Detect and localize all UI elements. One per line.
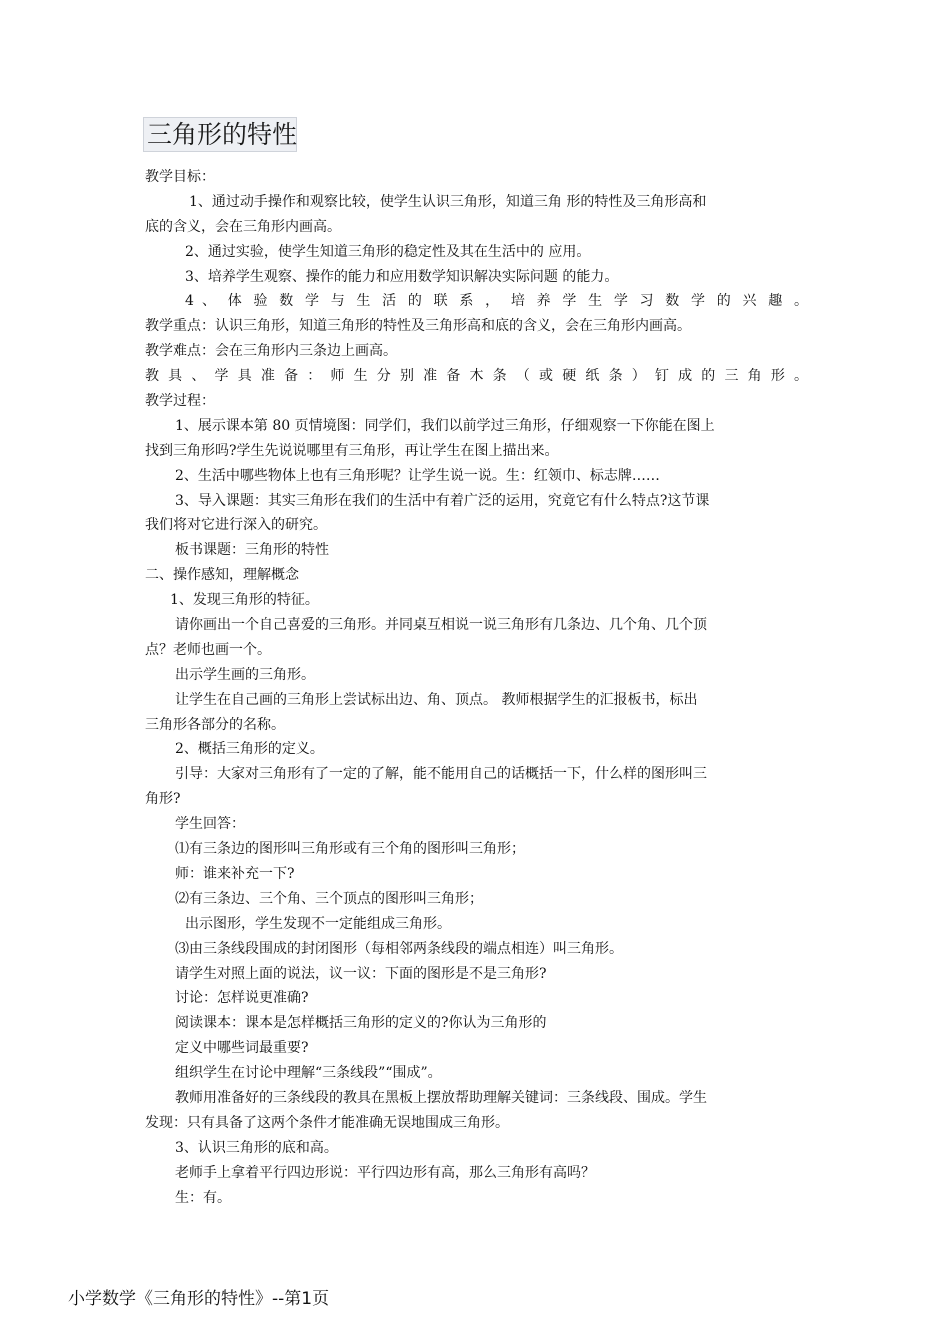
paragraph-line: 生：有。 [175, 1189, 231, 1206]
document-title: 三角形的特性 [143, 117, 297, 152]
section-heading-difficulties: 教学难点：会在三角形内三条边上画高。 [145, 343, 397, 360]
paragraph-line: 2、生活中哪些物体上也有三角形呢？让学生说一说。生：红领巾、标志牌…… [175, 467, 660, 484]
paragraph-line: 发现：只有具备了这两个条件才能准确无误地围成三角形。 [145, 1114, 509, 1131]
paragraph-line: 老师手上拿着平行四边形说：平行四边形有高，那么三角形有高吗？ [175, 1164, 595, 1181]
section-heading-operation: 二、操作感知，理解概念 [145, 567, 299, 584]
paragraph-line: 2、通过实验，使学生知道三角形的稳定性及其在生活中的 应用。 [185, 243, 591, 260]
paragraph-line: ⑵有三条边、三个角、三个顶点的图形叫三角形； [175, 890, 483, 907]
paragraph-line: ⑴有三条边的图形叫三角形或有三个角的图形叫三角形； [175, 841, 525, 858]
paragraph-line: 讨论：怎样说更准确? [175, 990, 309, 1007]
page-footer: 小学数学《三角形的特性》--第1页 [68, 1289, 330, 1309]
paragraph-line: 学生回答： [175, 816, 245, 833]
paragraph-line: 阅读课本：课本是怎样概括三角形的定义的?你认为三角形的 [175, 1015, 547, 1032]
paragraph-line: 出示图形，学生发现不一定能组成三角形。 [185, 915, 451, 932]
paragraph-line: 引导：大家对三角形有了一定的了解，能不能用自己的话概括一下，什么样的图形叫三 [175, 766, 707, 783]
paragraph-line: 三角形各部分的名称。 [145, 716, 285, 733]
section-heading-objectives: 教学目标： [145, 169, 215, 185]
paragraph-line: 出示学生画的三角形。 [175, 666, 315, 683]
paragraph-line: 3、培养学生观察、操作的能力和应用数学知识解决实际问题 的能力。 [185, 268, 619, 285]
section-heading-key-points: 教学重点：认识三角形，知道三角形的特性及三角形高和底的含义，会在三角形内画高。 [145, 318, 691, 335]
paragraph-line: 角形? [145, 791, 181, 808]
paragraph-line: 定义中哪些词最重要? [175, 1040, 309, 1057]
paragraph-line: ⑶由三条线段围成的封闭图形（每相邻两条线段的端点相连）叫三角形。 [175, 940, 623, 957]
document-body [145, 165, 808, 1210]
paragraph-line: 请你画出一个自己喜爱的三角形。并同桌互相说一说三角形有几条边、几个角、几个顶 [175, 617, 707, 634]
paragraph-line: 组织学生在讨论中理解“三条线段”“围成”。 [175, 1065, 442, 1082]
section-heading-process: 教学过程： [145, 393, 215, 410]
paragraph-line: 3、导入课题：其实三角形在我们的生活中有着广泛的运用，究竟它有什么特点?这节课 [175, 492, 710, 509]
paragraph-line: 找到三角形吗?学生先说说哪里有三角形，再让学生在图上描出来。 [145, 442, 559, 459]
section-heading-materials: 教 具 、 学 具 准 备 ： 师 生 分 别 准 备 木 条 （ 或 硬 纸 条 ） 钉 成 的 三 角 形 。 [145, 368, 808, 385]
paragraph-line: 板书课题：三角形的特性 [175, 542, 329, 559]
paragraph-line: 2、概括三角形的定义。 [175, 741, 324, 758]
paragraph-line: 教师用准备好的三条线段的教具在黑板上摆放帮助理解关键词：三条线段、围成。学生 [175, 1089, 707, 1106]
paragraph-line: 请学生对照上面的说法，议一议：下面的图形是不是三角形? [175, 965, 547, 982]
paragraph-line: 1、发现三角形的特征。 [170, 592, 319, 609]
paragraph-line: 师：谁来补充一下? [175, 865, 295, 882]
paragraph-line: 让学生在自己画的三角形上尝试标出边、角、顶点。 教师根据学生的汇报板书，标出 [175, 691, 698, 708]
paragraph-line: 底的含义，会在三角形内画高。 [145, 218, 341, 235]
paragraph-line: 1、展示课本第 80 页情境图：同学们，我们以前学过三角形，仔细观察一下你能在图上 [175, 417, 715, 434]
paragraph-line: 1、通过动手操作和观察比较，使学生认识三角形，知道三角 形的特性及三角形高和 [189, 193, 707, 210]
paragraph-line: 点？老师也画一个。 [145, 641, 271, 658]
paragraph-line: 3、认识三角形的底和高。 [175, 1139, 338, 1156]
paragraph-line: 4 、 体 验 数 学 与 生 活 的 联 系 ， 培 养 学 生 学 习 数 学 的 兴 趣 。 [185, 293, 808, 310]
paragraph-line: 我们将对它进行深入的研究。 [145, 517, 327, 534]
